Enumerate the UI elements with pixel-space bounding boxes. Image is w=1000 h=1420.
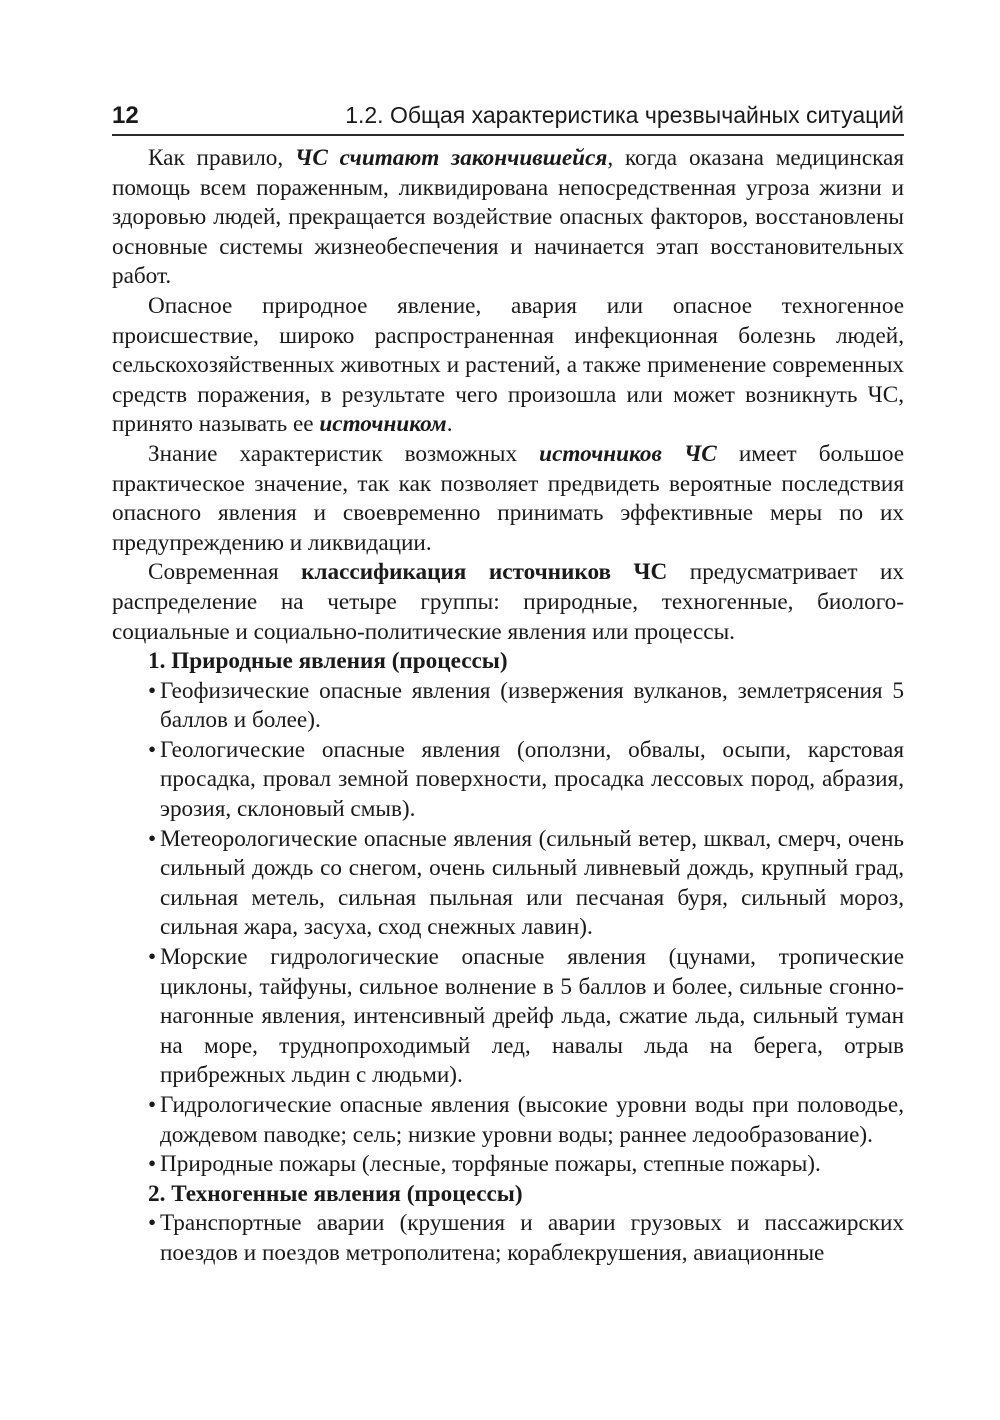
- list-item-text: Гидрологические опасные явления (высокие уровни воды при половодье, дождевом паводке; сель; низкие уровни воды; раннее ледообразование).: [160, 1092, 904, 1148]
- list-item-text: Геологические опасные явления (оползни, обвалы, осыпи, карстовая просадка, провал земной поверхности, просадка лессовых пород, абразия, эрозия, склоновый смыв).: [160, 736, 904, 823]
- list-item-text: Метеорологические опасные явления (сильный ветер, шквал, смерч, очень сильный дождь со снегом, очень сильный ливневый дождь, крупный град, сильная метель, сильная пыльная или песчаная буря, сильный мороз, сильная жара, засуха, сход снежных лавин).: [160, 825, 904, 941]
- list-item: [112, 736, 904, 825]
- list-item: [112, 1150, 904, 1180]
- list-item: [112, 1091, 904, 1150]
- page-number: 12: [112, 102, 139, 129]
- paragraph-3-text-c: имеет большое практическое значение, так как позволяет предвидеть вероятные последствия опасного явления и своевременно принимать эффективные меры по их предупреждению и ликвидации.: [112, 440, 904, 556]
- paragraph-4-text-c: предусматривает их распределение на четыре группы: природные, техногенные, биолого-социальные и социально-политические явления или процессы.: [112, 559, 904, 645]
- section-heading-natural: 1. Природные явления (процессы): [148, 648, 508, 675]
- list-item: [112, 1209, 904, 1268]
- list-item-text: Природные пожары (лесные, торфяные пожары, степные пожары).: [160, 1151, 821, 1178]
- term-classification: классификация источников ЧС: [301, 559, 668, 586]
- bullet-icon: •: [148, 1151, 157, 1178]
- running-title: 1.2. Общая характеристика чрезвычайных ситуаций: [345, 102, 904, 128]
- bullet-icon: •: [148, 1092, 157, 1118]
- paragraph-1-text-a: Как правило,: [148, 145, 296, 171]
- section-heading-technogenic: 2. Техногенные явления (процессы): [148, 1180, 523, 1207]
- bullet-icon: •: [148, 677, 157, 704]
- list-item: [112, 943, 904, 1091]
- bullet-icon: •: [148, 1210, 157, 1237]
- paragraph-3: [112, 440, 904, 558]
- paragraph-1-text-c: , когда оказана медицинская помощь всем пораженным, ликвидирована непосредственная угроза жизни и здоровью людей, прекращается воздействие опасных факторов, восстановлены основные системы жизнеобеспечения и начинается этап восстановительных работ.: [112, 145, 904, 290]
- list-item-text: Морские гидрологические опасные явления (цунами, тропические циклоны, тайфуны, сильное волнение в 5 баллов и более, сильные сгонно-нагонные явления, интенсивный дрейф льда, сжатие льда, сильный туман на море, труднопроходимый лед, навалы льда на берега, отрыв прибрежных льдин с людьми).: [160, 944, 904, 1089]
- paragraph-3-text-a: Знание характеристик возможных: [148, 440, 540, 467]
- page-body: [112, 144, 904, 1269]
- running-header: [112, 100, 904, 136]
- bullet-icon: •: [148, 736, 157, 763]
- term-emergency-ended: ЧС считают закончившейся: [295, 145, 608, 171]
- bullet-icon: •: [148, 825, 157, 852]
- paragraph-4: [112, 558, 904, 647]
- term-source: источником: [319, 411, 447, 438]
- list-item-text: Геофизические опасные явления (извержения вулканов, землетрясения 5 баллов и более).: [160, 677, 904, 734]
- list-item-text: Транспортные аварии (крушения и аварии грузовых и пассажирских поездов и поездов метрополитена; кораблекрушения, авиационные: [160, 1210, 904, 1266]
- term-emergency-sources: источников ЧС: [539, 440, 717, 467]
- paragraph-2: [112, 292, 904, 440]
- natural-phenomena-list: [112, 677, 904, 1180]
- paragraph-2-text-c: .: [446, 411, 453, 438]
- list-item: [112, 825, 904, 943]
- paragraph-2-text-a: Опасное природное явление, авария или опасное техногенное происшествие, широко распространенная инфекционная болезнь людей, сельскохозяйственных животных и растений, а также применение современных средств поражения, в результате чего произошла или может возникнуть ЧС, принято называть ее: [112, 292, 904, 438]
- technogenic-phenomena-list: [112, 1209, 904, 1268]
- list-item: [112, 677, 904, 736]
- paragraph-1: [112, 144, 904, 292]
- bullet-icon: •: [148, 944, 157, 971]
- paragraph-4-text-a: Современная: [148, 559, 302, 586]
